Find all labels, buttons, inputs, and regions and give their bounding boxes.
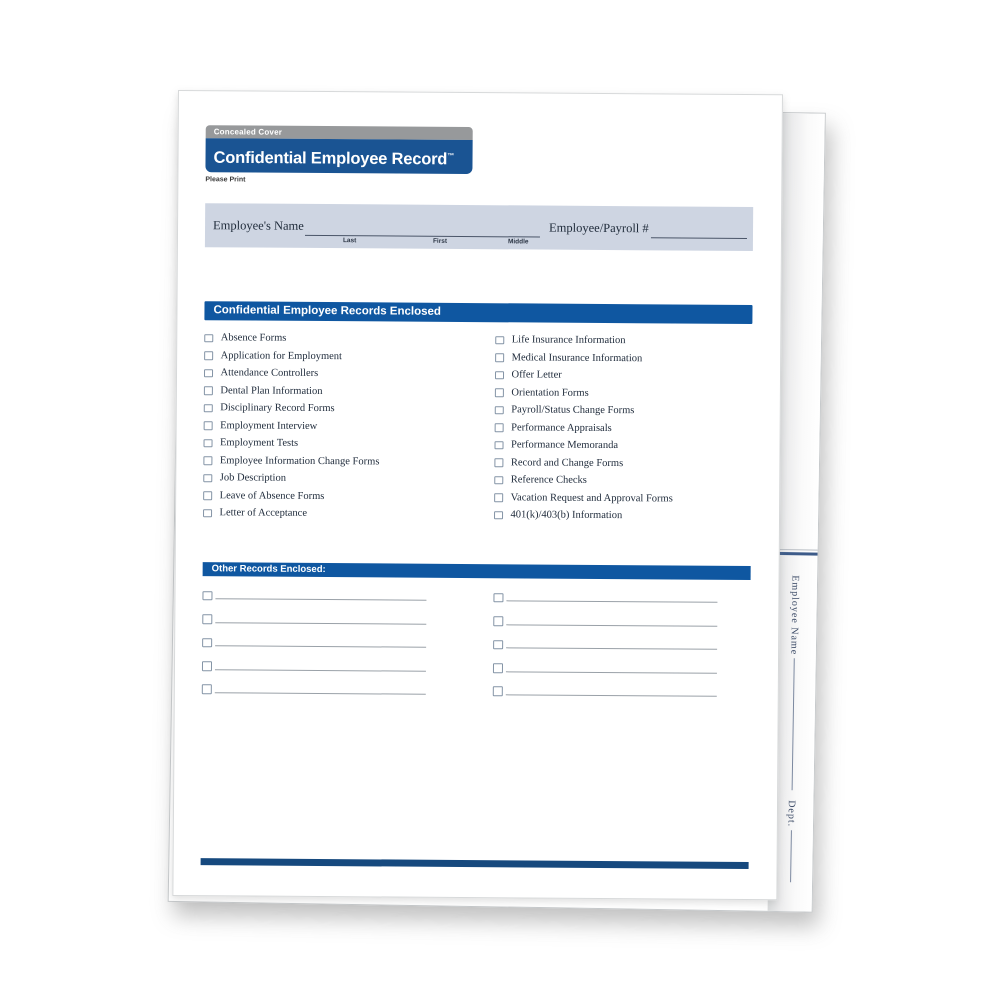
- checklist-item: [204, 417, 495, 437]
- blank-write-line: [505, 694, 716, 696]
- checklist-item-label: Disciplinary Record Forms: [220, 402, 335, 415]
- checklist-item-label: Record and Change Forms: [510, 457, 624, 469]
- folder-title: Confidential Employee Record: [213, 148, 448, 169]
- checklist-item-label: Employment Interview: [220, 420, 318, 432]
- checklist-item: [204, 364, 495, 384]
- blank-record-row: [493, 673, 750, 698]
- blank-record-row: [493, 626, 750, 651]
- checkbox-icon: [204, 369, 213, 378]
- checklist-item: [203, 487, 494, 507]
- employee-name-label: Employee's Name: [213, 218, 304, 233]
- checkbox-icon: [204, 404, 213, 413]
- checklist-item-label: Job Description: [219, 472, 287, 485]
- checkbox-icon: [203, 509, 212, 518]
- checkbox-icon: [493, 663, 503, 673]
- checklist-item-label: Performance Memoranda: [510, 439, 619, 452]
- blank-record-row: [493, 603, 750, 628]
- checklist-item: [494, 436, 751, 455]
- checklist-item-label: Letter of Acceptance: [219, 507, 308, 520]
- checkbox-icon: [204, 334, 213, 343]
- spine-fold-hairline: [774, 549, 818, 551]
- checkbox-icon: [494, 441, 503, 450]
- checklist-item: [495, 384, 752, 403]
- blank-record-row: [202, 624, 493, 649]
- checkbox-icon: [495, 388, 504, 397]
- checkbox-icon: [204, 386, 213, 395]
- checklist-item-label: Life Insurance Information: [511, 334, 626, 347]
- checklist-item: [204, 347, 495, 367]
- name-sublabel-first: First: [432, 237, 448, 245]
- checklist-item: [204, 329, 495, 349]
- other-records-grid: [202, 577, 751, 698]
- checklist-item: [495, 401, 752, 420]
- spine-dept-line: [790, 830, 792, 882]
- checkbox-icon: [202, 685, 212, 695]
- trademark-symbol: ™: [447, 152, 455, 160]
- checklist-item: [494, 506, 751, 525]
- checkbox-icon: [493, 616, 503, 626]
- records-checklist-left-column: [203, 329, 495, 524]
- checklist-item-label: Employee Information Change Forms: [219, 455, 380, 468]
- checklist-item-label: Dental Plan Information: [220, 385, 323, 397]
- checklist-item-label: Vacation Request and Approval Forms: [510, 492, 673, 505]
- checkbox-icon: [494, 511, 503, 520]
- checkbox-icon: [493, 640, 503, 650]
- checklist-item: [495, 331, 752, 350]
- bottom-accent-rule: [201, 858, 749, 869]
- payroll-number-label: Employee/Payroll #: [548, 220, 649, 236]
- name-sublabel-middle: Middle: [507, 238, 529, 246]
- checklist-item: [203, 452, 494, 472]
- checklist-item-label: Reference Checks: [510, 474, 587, 487]
- checkbox-icon: [204, 421, 213, 430]
- checklist-item-label: Medical Insurance Information: [511, 352, 643, 364]
- checkbox-icon: [494, 476, 503, 485]
- checklist-item-label: Employment Tests: [219, 437, 299, 450]
- checklist-item: [494, 489, 751, 508]
- checkbox-icon: [495, 353, 504, 362]
- checklist-item: [495, 349, 752, 368]
- checklist-item-label: Application for Employment: [220, 350, 342, 362]
- checklist-item-label: 401(k)/403(b) Information: [510, 509, 623, 522]
- records-enclosed-header: Confidential Employee Records Enclosed: [204, 301, 752, 324]
- checkbox-icon: [202, 614, 212, 624]
- spine-employee-name-label: Employee Name: [788, 575, 801, 656]
- blank-record-row: [493, 579, 750, 604]
- checklist-item-label: Attendance Controllers: [220, 367, 319, 380]
- checklist-item-label: Payroll/Status Change Forms: [511, 404, 635, 417]
- other-records-header: Other Records Enclosed:: [203, 562, 751, 580]
- checklist-item-label: Performance Appraisals: [511, 422, 612, 434]
- checklist-item: [495, 366, 752, 385]
- records-checklist: [203, 329, 752, 525]
- checklist-item-label: Orientation Forms: [511, 387, 589, 399]
- checkbox-icon: [203, 491, 212, 500]
- checkbox-icon: [204, 439, 213, 448]
- checklist-item: [204, 399, 495, 419]
- spine-employee-name-line: [791, 658, 794, 790]
- blank-record-row: [202, 647, 493, 672]
- blank-record-row: [493, 649, 750, 674]
- blank-record-row: [202, 577, 493, 602]
- checklist-item: [495, 419, 752, 438]
- checkbox-icon: [495, 336, 504, 345]
- blank-record-row: [202, 601, 493, 626]
- checkbox-icon: [495, 371, 504, 380]
- payroll-number-write-line: [651, 237, 747, 239]
- checklist-item-label: Absence Forms: [220, 332, 287, 345]
- checklist-item: [203, 504, 494, 524]
- checklist-item: [494, 471, 751, 490]
- checkbox-icon: [202, 591, 212, 601]
- checklist-item-label: Offer Letter: [511, 369, 562, 381]
- other-records-right-column: [493, 579, 751, 698]
- employee-record-folder: [172, 90, 828, 925]
- checklist-item: [203, 469, 494, 489]
- employee-name-band: [205, 203, 753, 251]
- name-sublabel-last: Last: [342, 237, 357, 245]
- checkbox-icon: [203, 456, 212, 465]
- blank-write-line: [214, 692, 425, 694]
- checkbox-icon: [203, 474, 212, 483]
- checkbox-icon: [494, 458, 503, 467]
- checkbox-icon: [493, 593, 503, 603]
- checkbox-icon: [493, 687, 503, 697]
- employee-name-write-line: [305, 235, 540, 238]
- checkbox-icon: [494, 493, 503, 502]
- spine-dept-label: Dept.: [785, 800, 797, 828]
- checklist-item-label: Leave of Absence Forms: [219, 490, 325, 502]
- concealed-cover-tag: Concealed Cover: [206, 125, 473, 140]
- checklist-item: [494, 454, 751, 473]
- checklist-item: [204, 382, 495, 402]
- checkbox-icon: [202, 638, 212, 648]
- please-print-note: Please Print: [205, 176, 246, 184]
- checkbox-icon: [495, 406, 504, 415]
- spine-accent-rule: [773, 552, 817, 556]
- blank-record-row: [202, 671, 493, 696]
- folder-title-banner: [205, 138, 472, 174]
- checklist-item: [203, 434, 494, 454]
- folder-front-page: [172, 90, 783, 900]
- checkbox-icon: [202, 661, 212, 671]
- checkbox-icon: [204, 351, 213, 360]
- records-checklist-right-column: [494, 331, 752, 525]
- checkbox-icon: [495, 423, 504, 432]
- other-records-left-column: [202, 577, 494, 696]
